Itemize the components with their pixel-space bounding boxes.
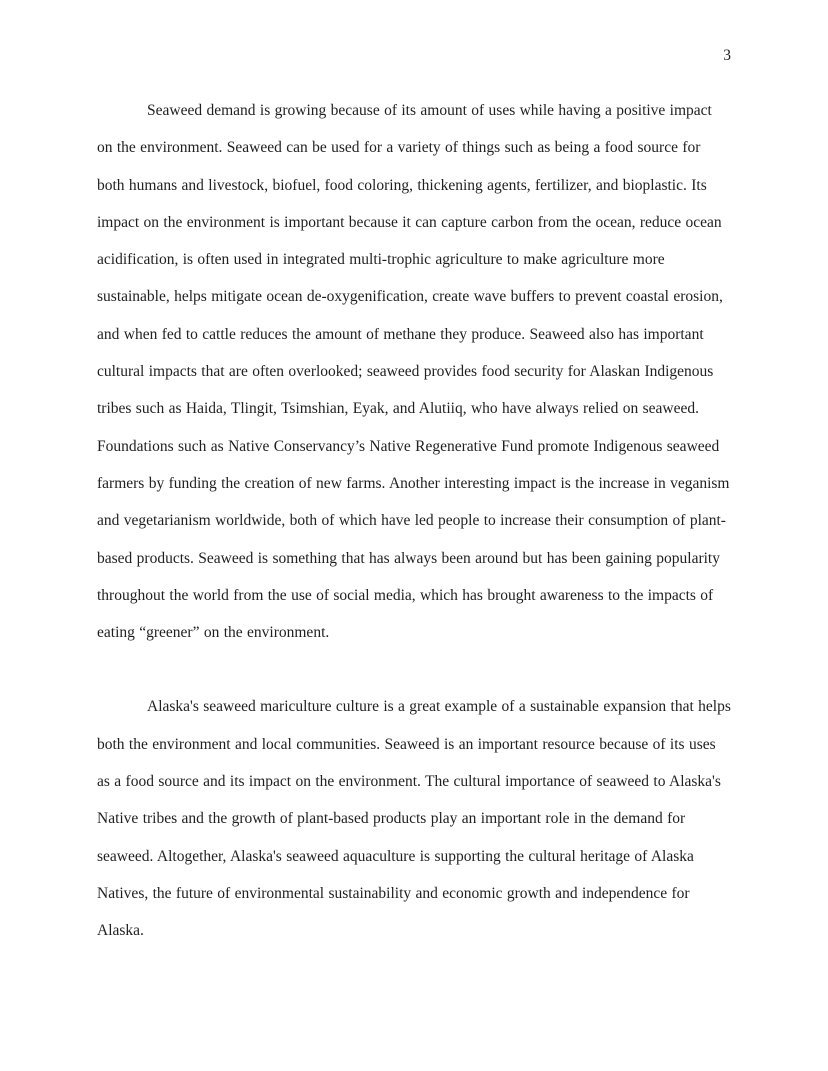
paragraph-seaweed-demand: Seaweed demand is growing because of its amount of uses while having a positive impact on the environment. Seaweed can be used for a variety of things such as being a food source for both humans and livestock, biofuel, food coloring, thickening agents, fertilizer, and bioplastic. Its impact on the environment is important because it can capture carbon from the ocean, reduce ocean acidification, is often used in integrated multi-trophic agriculture to make agriculture more sustainable, helps mitigate ocean de-oxygenification, create wave buffers to prevent coastal erosion, and when fed to cattle reduces the amount of methane they produce. Seaweed also has important cultural impacts that are often overlooked; seaweed provides food security for Alaskan Indigenous tribes such as Haida, Tlingit, Tsimshian, Eyak, and Alutiiq, who have always relied on seaweed. Foundations such as Native Conservancy’s Native Regenerative Fund promote Indigenous seaweed farmers by funding the creation of new farms. Another interesting impact is the increase in veganism and vegetarianism worldwide, both of which have led people to increase their consumption of plant-based products. Seaweed is something that has always been around but has been gaining popularity throughout the world from the use of social media, which has brought awareness to the impacts of eating “greener” on the environment.	[97, 102, 730, 642]
document-body	[97, 92, 731, 950]
paragraph-conclusion: Alaska's seaweed mariculture culture is a great example of a sustainable expansion that helps both the environment and local communities. Seaweed is an important resource because of its uses as a food source and its impact on the environment. The cultural importance of seaweed to Alaska's Native tribes and the growth of plant-based products play an important role in the demand for seaweed. Altogether, Alaska's seaweed aquaculture is supporting the cultural heritage of Alaska Natives, the future of environmental sustainability and economic growth and independence for Alaska.	[97, 698, 731, 940]
page-number: 3	[723, 47, 731, 64]
